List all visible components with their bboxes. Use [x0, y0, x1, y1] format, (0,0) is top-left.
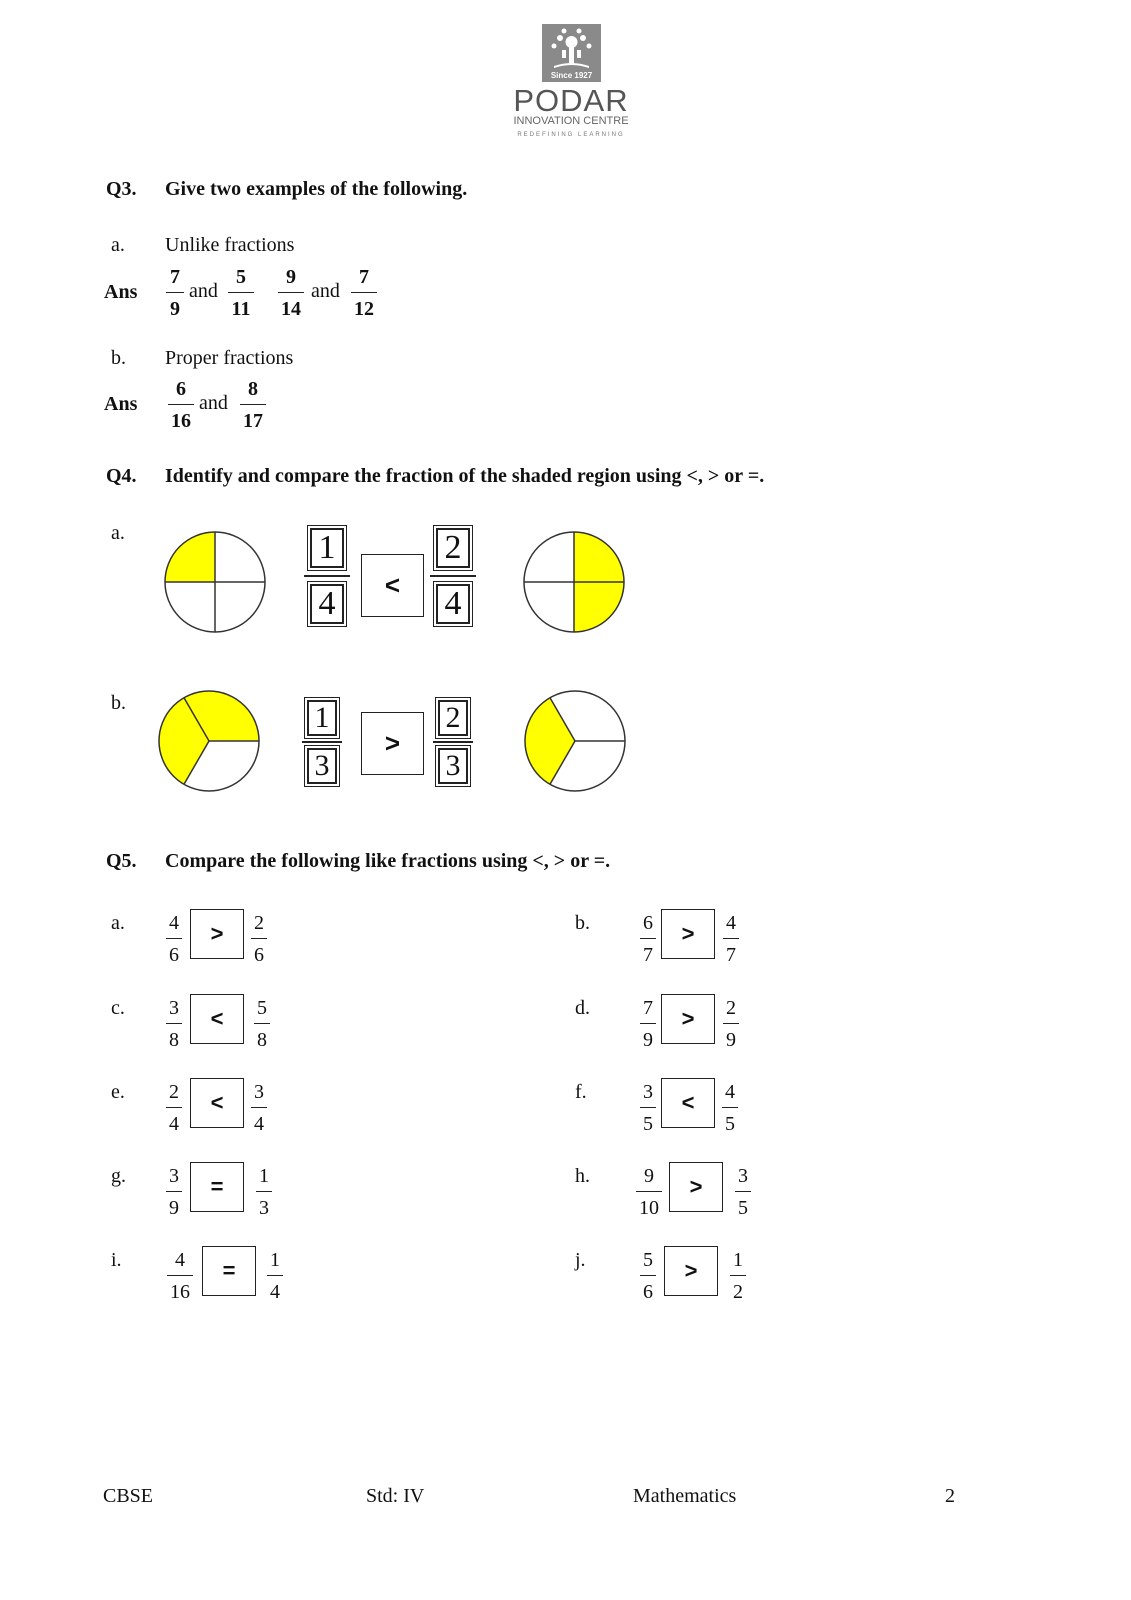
- q5c-label: c.: [111, 997, 125, 1019]
- q5g-label: g.: [111, 1165, 126, 1187]
- q3a-fraction-1: [166, 266, 184, 320]
- q5e-label: e.: [111, 1081, 125, 1103]
- q4b-left-fraction: [302, 700, 342, 784]
- numerator: 4: [169, 912, 179, 934]
- q3a-text: Unlike fractions: [165, 234, 295, 256]
- q3a-fraction-4: [351, 266, 377, 320]
- denominator: 9: [643, 1029, 653, 1051]
- and-word: and: [311, 280, 340, 302]
- q5i-fraction-left: [167, 1249, 193, 1303]
- q5b-compare-box[interactable]: >: [661, 909, 715, 959]
- numerator: 6: [176, 378, 186, 400]
- q5g-compare-box[interactable]: =: [190, 1162, 244, 1212]
- q3b-label: b.: [111, 347, 126, 369]
- q5f-compare-box[interactable]: <: [661, 1078, 715, 1128]
- q5f-fraction-left: [640, 1081, 656, 1135]
- numerator: 3: [169, 1165, 179, 1187]
- q5j-compare-box[interactable]: >: [664, 1246, 718, 1296]
- q5c-fraction-left: [166, 997, 182, 1051]
- numerator: 5: [236, 266, 246, 288]
- q5h-fraction-left: [636, 1165, 662, 1219]
- q5a-fraction-right: [251, 912, 267, 966]
- numerator: 7: [643, 997, 653, 1019]
- q5f-label: f.: [575, 1081, 587, 1103]
- q5b-fraction-right: [723, 912, 739, 966]
- q5h-compare-box[interactable]: >: [669, 1162, 723, 1212]
- numerator: 1: [733, 1249, 743, 1271]
- denominator: 11: [231, 298, 251, 320]
- q4a-compare-box[interactable]: <: [361, 554, 424, 617]
- denominator: 2: [733, 1281, 743, 1303]
- numerator: 6: [643, 912, 653, 934]
- q5d-fraction-left: [640, 997, 656, 1051]
- q5e-fraction-right: [251, 1081, 267, 1135]
- q5b-label: b.: [575, 912, 590, 934]
- q3a-fraction-3: [278, 266, 304, 320]
- logo-tagline: REDEFINING LEARNING: [517, 132, 625, 138]
- q5-number: Q5.: [106, 850, 137, 872]
- q5i-fraction-right: [267, 1249, 283, 1303]
- q3a-label: a.: [111, 234, 125, 256]
- logo-since-text: Since 1927: [550, 71, 593, 80]
- numerator: 4: [725, 1081, 735, 1103]
- denominator: 4: [436, 584, 470, 624]
- footer-std: Std: IV: [366, 1485, 425, 1507]
- numerator: 8: [248, 378, 258, 400]
- q5c-compare-box[interactable]: <: [190, 994, 244, 1044]
- q4-question: Identify and compare the fraction of the shaded region using <, > or =.: [165, 465, 765, 487]
- denominator: 5: [738, 1197, 748, 1219]
- q4a-label: a.: [111, 522, 125, 544]
- q5-question: Compare the following like fractions using <, > or =.: [165, 850, 611, 872]
- denominator: 8: [257, 1029, 267, 1051]
- numerator: 4: [175, 1249, 185, 1271]
- footer-page-number: 2: [945, 1485, 955, 1507]
- q4a-right-fraction: [430, 528, 476, 624]
- numerator: 7: [170, 266, 180, 288]
- denominator: 6: [254, 944, 264, 966]
- q4b-label: b.: [111, 692, 126, 714]
- numerator: 9: [286, 266, 296, 288]
- denominator: 5: [725, 1113, 735, 1135]
- q4a-left-circle: [160, 527, 270, 637]
- denominator: 4: [310, 584, 344, 624]
- numerator: 3: [169, 997, 179, 1019]
- q5c-fraction-right: [254, 997, 270, 1051]
- q3a-ans-label: Ans: [104, 281, 138, 303]
- denominator: 6: [169, 944, 179, 966]
- denominator: 9: [170, 298, 180, 320]
- q5g-fraction-right: [256, 1165, 272, 1219]
- q5e-fraction-left: [166, 1081, 182, 1135]
- q5a-compare-box[interactable]: >: [190, 909, 244, 959]
- denominator: 9: [726, 1029, 736, 1051]
- denominator: 8: [169, 1029, 179, 1051]
- numerator: 3: [643, 1081, 653, 1103]
- denominator: 7: [643, 944, 653, 966]
- q5d-compare-box[interactable]: >: [661, 994, 715, 1044]
- denominator: 16: [171, 410, 191, 432]
- numerator: 2: [436, 528, 470, 568]
- numerator: 3: [738, 1165, 748, 1187]
- q3b-text: Proper fractions: [165, 347, 294, 369]
- q4b-right-fraction: [433, 700, 473, 784]
- numerator: 4: [726, 912, 736, 934]
- and-word: and: [189, 280, 218, 302]
- footer-subject: Mathematics: [633, 1485, 737, 1507]
- denominator: 3: [438, 748, 468, 784]
- q5d-fraction-right: [723, 997, 739, 1051]
- q5d-label: d.: [575, 997, 590, 1019]
- denominator: 14: [281, 298, 301, 320]
- numerator: 2: [254, 912, 264, 934]
- denominator: 10: [639, 1197, 659, 1219]
- q5i-label: i.: [111, 1249, 122, 1271]
- q3b-fraction-2: [240, 378, 266, 432]
- numerator: 9: [644, 1165, 654, 1187]
- q4-number: Q4.: [106, 465, 137, 487]
- q5j-fraction-right: [730, 1249, 746, 1303]
- denominator: 9: [169, 1197, 179, 1219]
- q3-question: Give two examples of the following.: [165, 178, 468, 200]
- denominator: 4: [169, 1113, 179, 1135]
- q5a-fraction-left: [166, 912, 182, 966]
- numerator: 1: [310, 528, 344, 568]
- denominator: 3: [259, 1197, 269, 1219]
- q5j-label: j.: [575, 1249, 586, 1271]
- denominator: 12: [354, 298, 374, 320]
- numerator: 7: [359, 266, 369, 288]
- q5h-fraction-right: [735, 1165, 751, 1219]
- q4a-left-fraction: [304, 528, 350, 624]
- numerator: 2: [726, 997, 736, 1019]
- q3-number: Q3.: [106, 178, 137, 200]
- and-word: and: [199, 392, 228, 414]
- q5f-fraction-right: [722, 1081, 738, 1135]
- numerator: 3: [254, 1081, 264, 1103]
- q4a-right-circle: [519, 527, 629, 637]
- denominator: 4: [254, 1113, 264, 1135]
- q3a-fraction-2: [228, 266, 254, 320]
- logo-subtitle: INNOVATION CENTRE: [513, 115, 629, 127]
- footer-board: CBSE: [103, 1485, 154, 1507]
- q4b-right-circle: [520, 686, 630, 796]
- q5b-fraction-left: [640, 912, 656, 966]
- podar-logo-emblem: [542, 24, 601, 82]
- denominator: 6: [643, 1281, 653, 1303]
- q5h-label: h.: [575, 1165, 590, 1187]
- denominator: 16: [170, 1281, 190, 1303]
- q5e-compare-box[interactable]: <: [190, 1078, 244, 1128]
- numerator: 1: [307, 700, 337, 736]
- denominator: 5: [643, 1113, 653, 1135]
- q5j-fraction-left: [640, 1249, 656, 1303]
- numerator: 1: [270, 1249, 280, 1271]
- denominator: 7: [726, 944, 736, 966]
- numerator: 5: [257, 997, 267, 1019]
- denominator: 3: [307, 748, 337, 784]
- denominator: 4: [270, 1281, 280, 1303]
- q3b-ans-label: Ans: [104, 393, 138, 415]
- numerator: 2: [438, 700, 468, 736]
- numerator: 1: [259, 1165, 269, 1187]
- q5g-fraction-left: [166, 1165, 182, 1219]
- numerator: 5: [643, 1249, 653, 1271]
- denominator: 17: [243, 410, 263, 432]
- logo-wordmark: PODAR: [513, 83, 629, 118]
- q5a-label: a.: [111, 912, 125, 934]
- numerator: 2: [169, 1081, 179, 1103]
- q3b-fraction-1: [168, 378, 194, 432]
- q4b-left-circle: [154, 686, 264, 796]
- q5i-compare-box[interactable]: =: [202, 1246, 256, 1296]
- q4b-compare-box[interactable]: >: [361, 712, 424, 775]
